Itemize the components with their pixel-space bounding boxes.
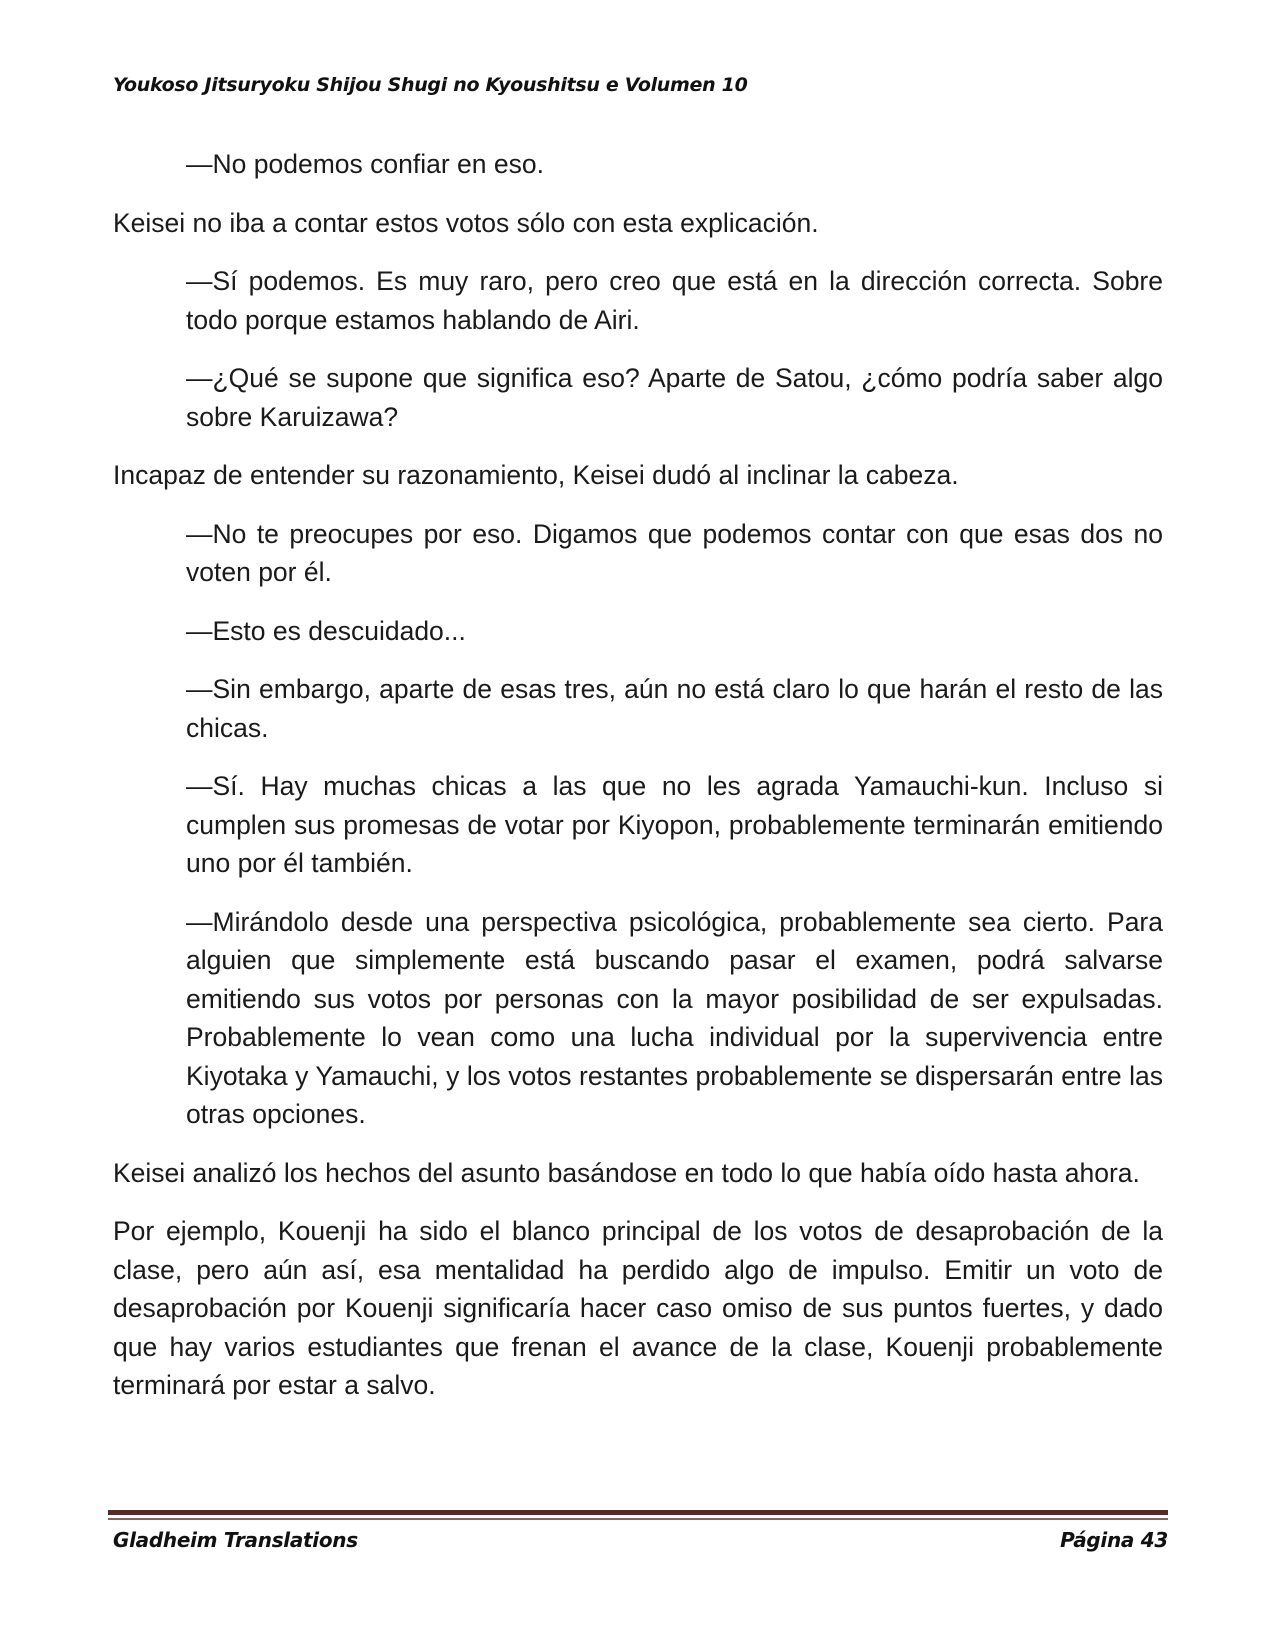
dialogue-paragraph: —¿Qué se supone que significa eso? Aparte de Satou, ¿cómo podría saber algo sobre Karuizawa? xyxy=(186,363,1163,432)
dialogue-paragraph: —Sí podemos. Es muy raro, pero creo que está en la dirección correcta. Sobre todo porque estamos hablando de Airi. xyxy=(186,266,1163,335)
dialogue-paragraph: —No te preocupes por eso. Digamos que podemos contar con que esas dos no voten por él. xyxy=(186,518,1163,587)
footer-divider-thin xyxy=(108,1518,1168,1520)
page-body xyxy=(113,145,1163,1425)
dialogue-paragraph: —Mirándolo desde una perspectiva psicológica, probablemente sea cierto. Para alguien que simplemente está buscando pasar el examen, podrá salvarse emitiendo sus votos por personas con la mayor posibilidad de ser expulsadas. Probablemente lo vean como una lucha individual por la supervivencia entre Kiyotaka y Yamauchi, y los votos restantes probablemente se dispersarán entre las otras opciones. xyxy=(186,906,1163,1129)
dialogue-paragraph: —Sí. Hay muchas chicas a las que no les agrada Yamauchi-kun. Incluso si cumplen sus promesas de votar por Kiyopon, probablemente terminarán emitiendo uno por él también. xyxy=(186,771,1163,878)
footer-page-number: Página 43 xyxy=(1060,1528,1168,1552)
dialogue-paragraph: —No podemos confiar en eso. xyxy=(186,149,544,179)
footer-divider-thick xyxy=(108,1510,1168,1515)
header-title: Youkoso Jitsuryoku Shijou Shugi no Kyoushitsu e Volumen 10 xyxy=(113,74,748,96)
narration-paragraph: Incapaz de entender su razonamiento, Keisei dudó al inclinar la cabeza. xyxy=(113,460,959,490)
narration-paragraph: Por ejemplo, Kouenji ha sido el blanco principal de los votos de desaprobación de la clase, pero aún así, esa mentalidad ha perdido algo de impulso. Emitir un voto de desaprobación por Kouenji significaría hacer caso omiso de sus puntos fuertes, y dado que hay varios estudiantes que frenan el avance de la clase, Kouenji probablemente terminará por estar a salvo. xyxy=(113,1216,1163,1400)
dialogue-paragraph: —Esto es descuidado... xyxy=(186,615,466,646)
narration-paragraph: Keisei analizó los hechos del asunto basándose en todo lo que había oído hasta ahora. xyxy=(113,1157,1140,1188)
dialogue-paragraph: —Sin embargo, aparte de esas tres, aún no está claro lo que harán el resto de las chicas. xyxy=(186,674,1163,743)
narration-paragraph: Keisei no iba a contar estos votos sólo con esta explicación. xyxy=(113,207,819,238)
footer-translator: Gladheim Translations xyxy=(113,1528,358,1552)
